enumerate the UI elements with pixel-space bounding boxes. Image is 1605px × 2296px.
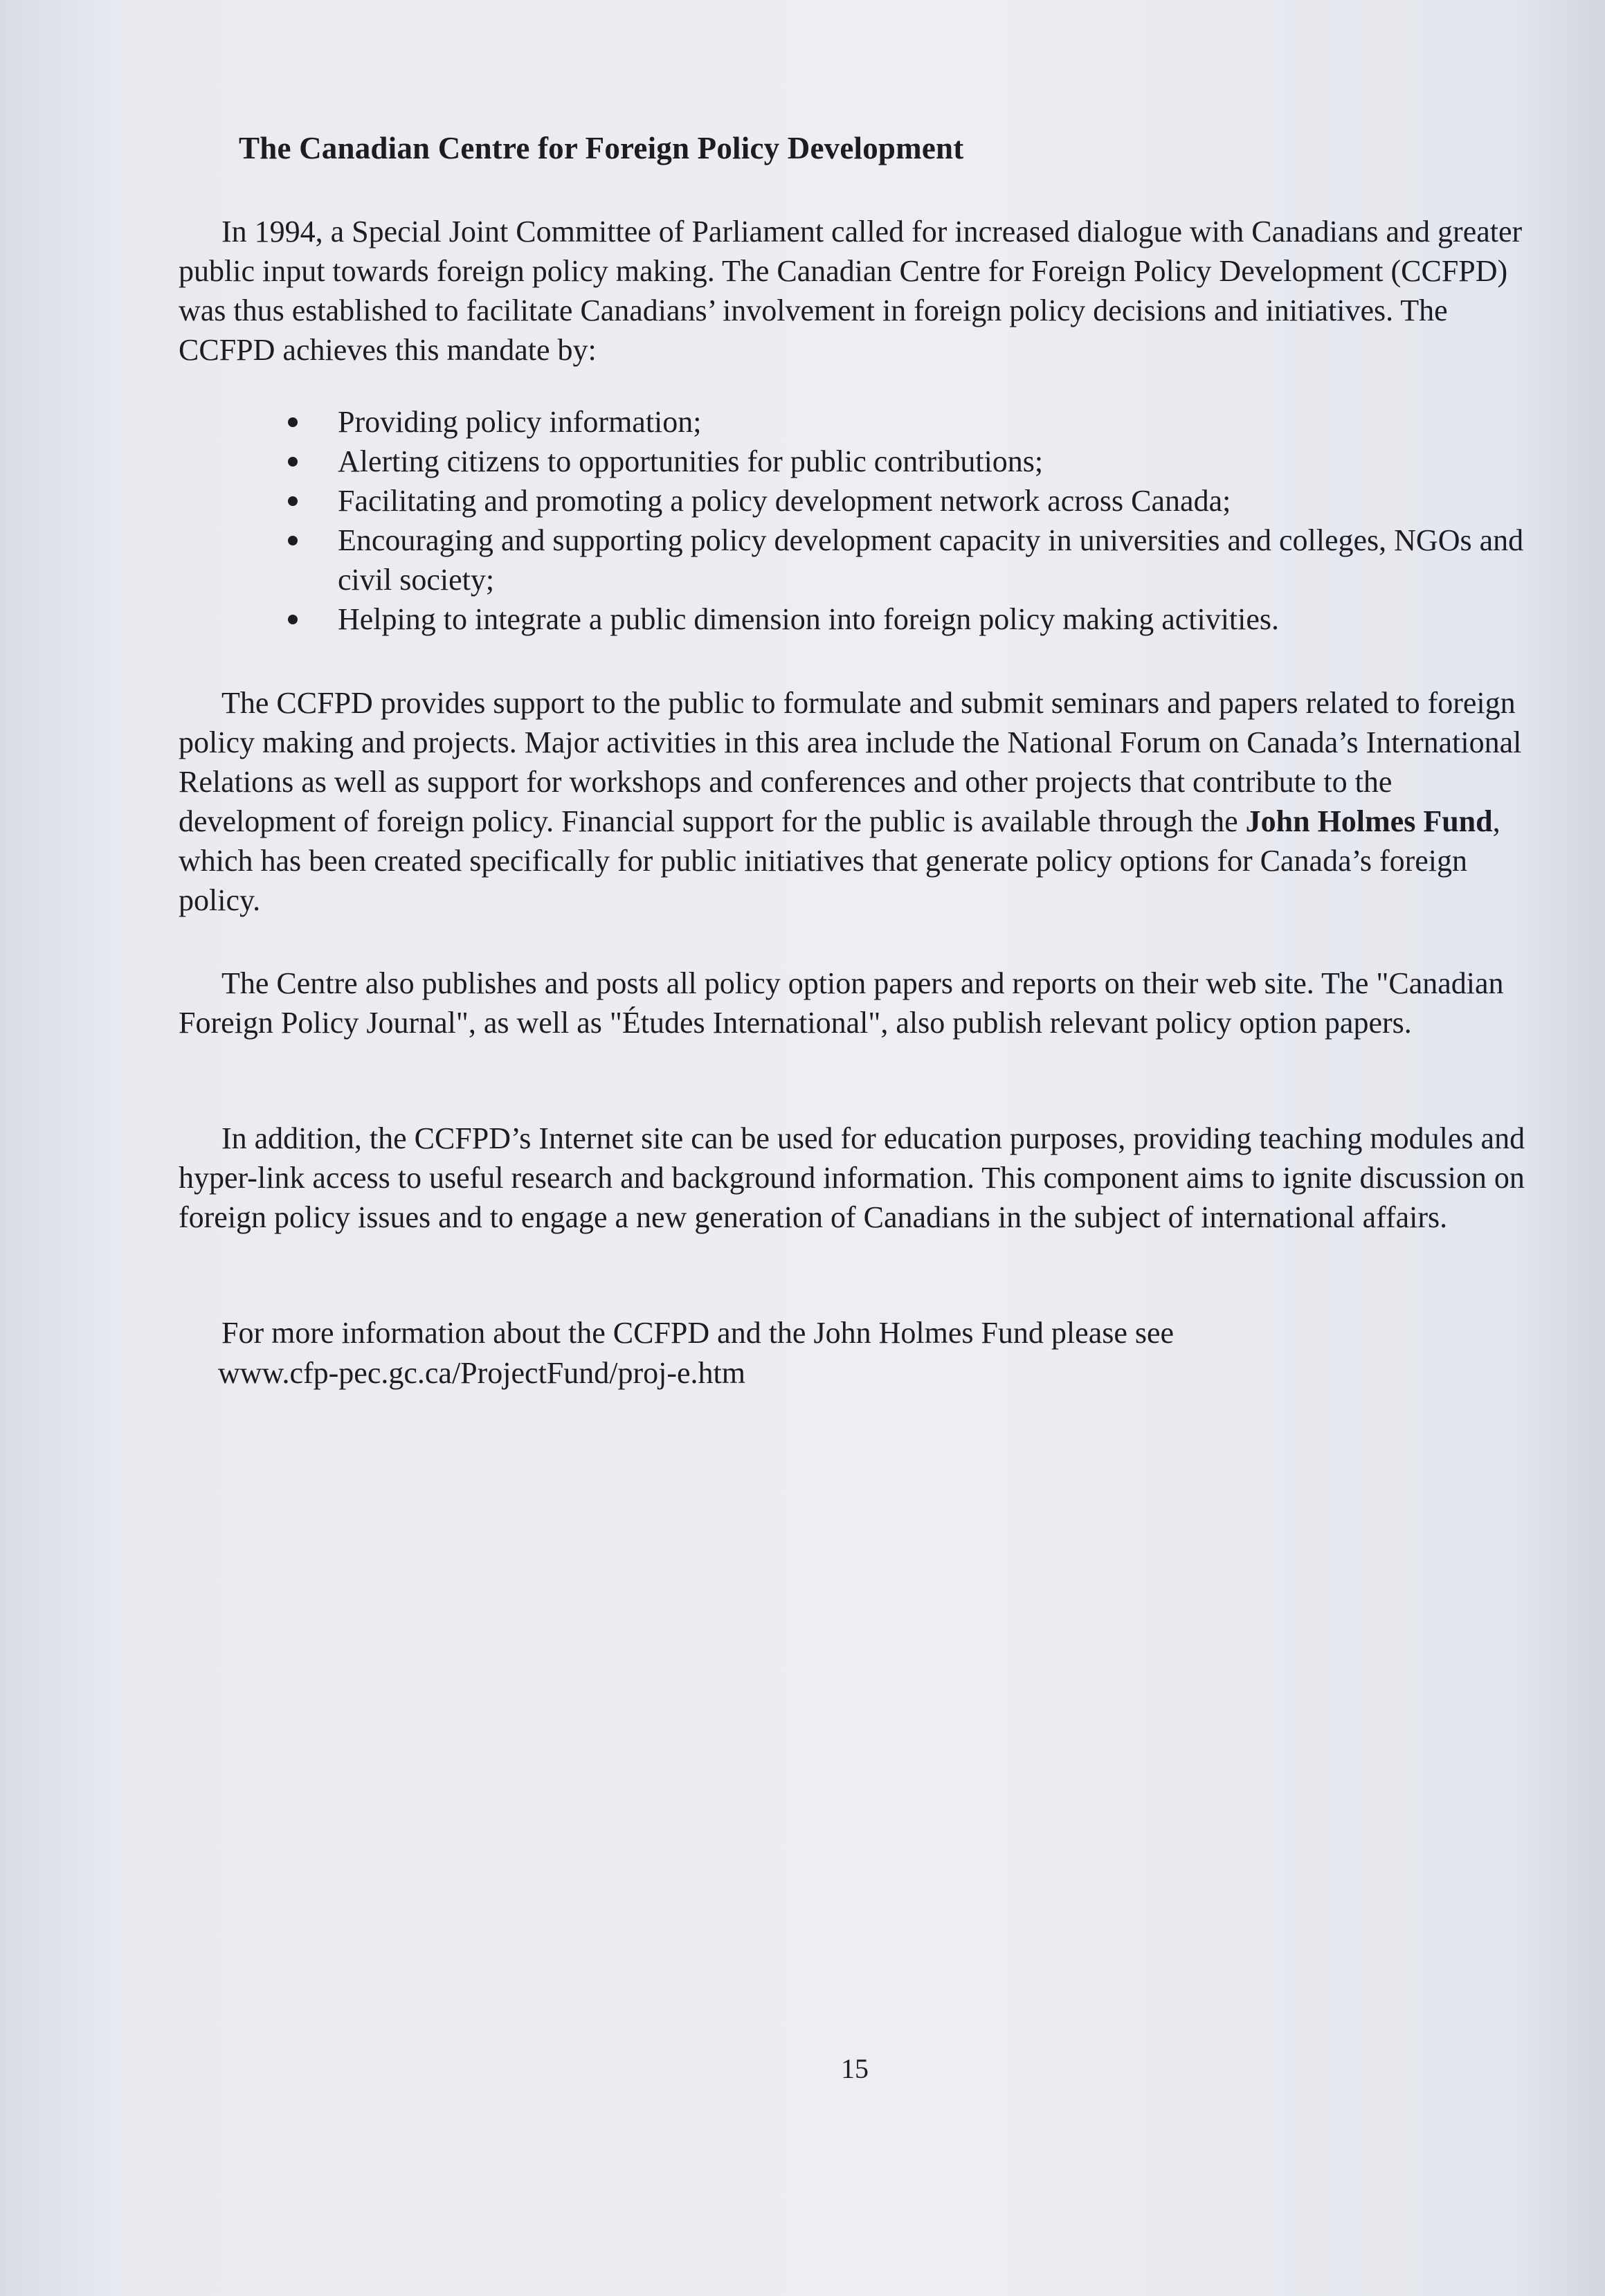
publications-paragraph: The Centre also publishes and posts all policy option papers and reports on their web site. The "Canadian Foreign Policy Journal", as well as "Études International", also publish relevant policy option papers. <box>179 966 1504 1040</box>
list-item-text: Facilitating and promoting a policy development network across Canada; <box>338 484 1231 518</box>
list-item <box>284 442 1530 481</box>
document-title: The Canadian Centre for Foreign Policy Development <box>239 131 964 165</box>
support-text-start: The CCFPD provides support to the public to formulate and submit seminars and papers related to foreign policy making and projects. Major activities in this area include the National Forum on Canada’s International Relations as well as support for workshops and conferences and other projects that contribute to the development of foreign policy. Financial support for the public is available through the <box>179 686 1522 838</box>
list-item-text: Encouraging and supporting policy development capacity in universities and colleges, NGOs and civil society; <box>338 523 1524 597</box>
page-number: 15 <box>841 2053 869 2084</box>
bullet-icon <box>288 417 298 427</box>
list-item <box>284 599 1530 639</box>
list-item-text: Alerting citizens to opportunities for public contributions; <box>338 444 1044 478</box>
website-url: www.cfp-pec.gc.ca/ProjectFund/proj-e.htm <box>218 1356 746 1390</box>
list-item <box>284 481 1530 521</box>
mandate-list <box>284 402 1530 639</box>
list-item <box>284 521 1530 599</box>
internet-paragraph: In addition, the CCFPD’s Internet site can be used for education purposes, providing teaching modules and hyper-link access to useful research and background information. This component aims to ignite discussion on foreign policy issues and to engage a new generation of Canadians in the subject of international affairs. <box>179 1121 1525 1234</box>
list-item-text: Providing policy information; <box>338 405 702 439</box>
bullet-icon <box>288 496 298 506</box>
intro-paragraph: In 1994, a Special Joint Committee of Parliament called for increased dialogue with Canadians and greater public input towards foreign policy making. The Canadian Centre for Foreign Policy Development (CCFPD) was thus established to facilitate Canadians’ involvement in foreign policy decisions and initiatives. The CCFPD achieves this mandate by: <box>179 215 1523 367</box>
bullet-icon <box>288 536 298 545</box>
fund-name: John Holmes Fund <box>1245 804 1493 838</box>
support-paragraph <box>179 683 1535 920</box>
more-info-paragraph: For more information about the CCFPD and the John Holmes Fund please see <box>221 1316 1175 1350</box>
bullet-icon <box>288 457 298 467</box>
list-item-text: Helping to integrate a public dimension into foreign policy making activities. <box>338 602 1280 636</box>
bullet-icon <box>288 615 298 624</box>
support-text-end: , which has been created specifically for public initiatives that generate policy options for Canada’s foreign policy. <box>179 804 1500 917</box>
list-item <box>284 402 1530 442</box>
